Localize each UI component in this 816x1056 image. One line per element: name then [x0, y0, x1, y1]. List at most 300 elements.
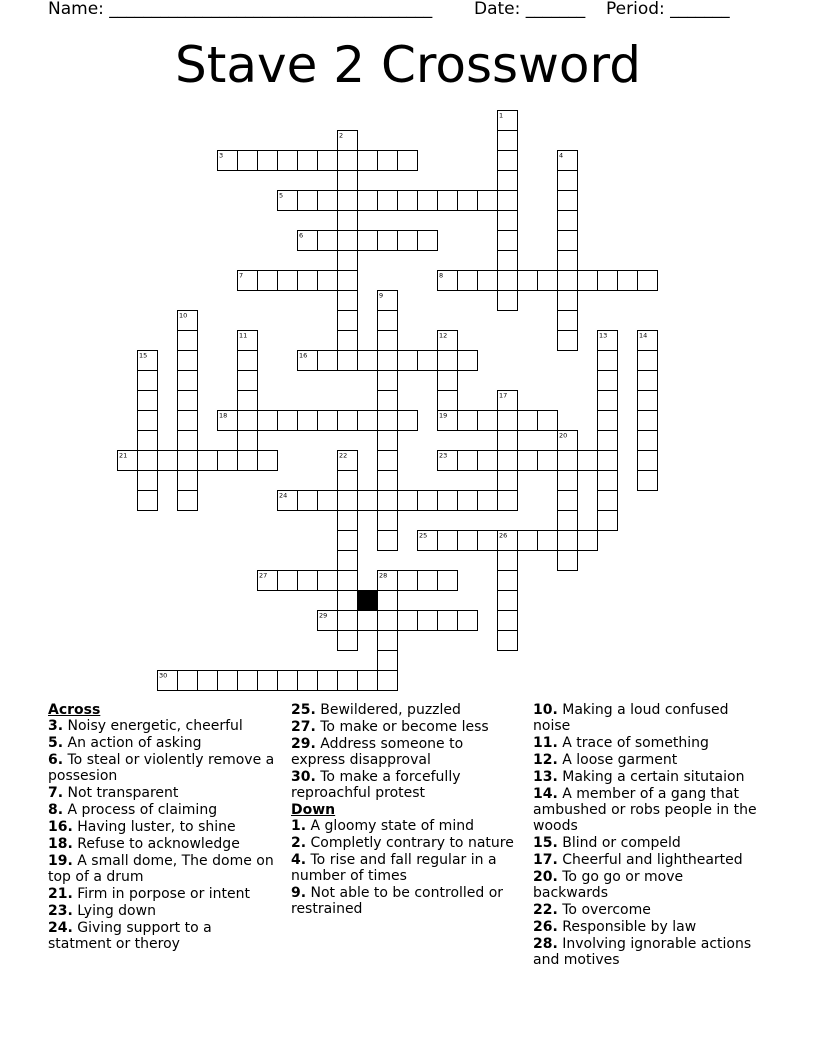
grid-cell[interactable] [398, 191, 418, 211]
grid-cell[interactable] [598, 371, 618, 391]
grid-cell[interactable] [438, 391, 458, 411]
grid-cell[interactable] [378, 311, 398, 331]
grid-cell[interactable] [338, 351, 358, 371]
grid-cell[interactable] [638, 371, 658, 391]
clue-text: Bewildered, puzzled [315, 702, 461, 718]
grid-cell[interactable] [238, 451, 258, 471]
grid-cell[interactable] [258, 411, 278, 431]
grid-cell[interactable] [378, 431, 398, 451]
period-field[interactable]: Period: _______ [606, 0, 730, 19]
clue-text: Address someone to express disapproval [291, 736, 464, 768]
clue-number: 10. [533, 702, 558, 718]
clue-number: 8. [48, 802, 64, 818]
clue-number: 19. [48, 853, 73, 869]
grid-cell[interactable] [378, 391, 398, 411]
grid-cell[interactable] [138, 431, 158, 451]
grid-cell[interactable] [598, 511, 618, 531]
grid-cell[interactable] [318, 411, 338, 431]
grid-cell[interactable] [318, 271, 338, 291]
cell-number: 11 [239, 331, 248, 340]
grid-cell[interactable] [358, 231, 378, 251]
grid-cell[interactable] [638, 451, 658, 471]
grid-cell[interactable] [378, 151, 398, 171]
black-cell [358, 591, 378, 611]
grid-cell[interactable] [178, 471, 198, 491]
cell-number: 15 [139, 351, 148, 360]
grid-cell[interactable] [558, 211, 578, 231]
clue-text: Not able to be controlled or restrained [291, 885, 504, 917]
clue-text: Completly contrary to nature [306, 835, 514, 851]
grid-cell[interactable] [338, 671, 358, 691]
grid-cell[interactable] [498, 271, 518, 291]
cell-number: 17 [499, 391, 508, 400]
grid-cell[interactable] [538, 531, 558, 551]
grid-cell[interactable] [278, 271, 298, 291]
clue-text: Noisy energetic, cheerful [63, 718, 243, 734]
cell-number: 20 [559, 431, 568, 440]
grid-cell[interactable] [458, 411, 478, 431]
grid-cell[interactable] [598, 351, 618, 371]
clue-text: Making a certain situtaion [557, 769, 745, 785]
clue-number: 12. [533, 752, 558, 768]
grid-cell[interactable] [338, 631, 358, 651]
clue-text: An action of asking [63, 735, 202, 751]
grid-cell[interactable] [398, 411, 418, 431]
clue-item [533, 752, 761, 768]
grid-cell[interactable] [278, 571, 298, 591]
grid-cell[interactable] [498, 291, 518, 311]
grid-cell[interactable] [298, 571, 318, 591]
clue-number: 27. [291, 719, 316, 735]
grid-cell[interactable] [338, 291, 358, 311]
grid-cell[interactable] [378, 671, 398, 691]
grid-cell[interactable] [238, 151, 258, 171]
clue-text: Cheerful and lighthearted [557, 852, 743, 868]
clue-item [48, 886, 276, 902]
grid-cell[interactable] [258, 451, 278, 471]
grid-cell[interactable] [218, 671, 238, 691]
grid-cell[interactable] [558, 171, 578, 191]
clue-item [48, 903, 276, 919]
clue-item [48, 819, 276, 835]
grid-cell[interactable] [558, 451, 578, 471]
grid-cell[interactable] [258, 671, 278, 691]
grid-cell[interactable] [298, 671, 318, 691]
grid-cell[interactable] [338, 471, 358, 491]
grid-cell[interactable] [578, 531, 598, 551]
grid-cell[interactable] [478, 531, 498, 551]
grid-cell[interactable] [538, 271, 558, 291]
grid-cell[interactable] [378, 531, 398, 551]
clue-item [291, 736, 519, 768]
clue-item [48, 836, 276, 852]
clue-item [533, 919, 761, 935]
grid-cell[interactable] [238, 391, 258, 411]
grid-cell[interactable] [498, 491, 518, 511]
cell-number: 23 [439, 451, 448, 460]
grid-cell[interactable] [418, 571, 438, 591]
cell-number: 22 [339, 451, 348, 460]
grid-cell[interactable] [238, 411, 258, 431]
clue-text: Giving support to a statment or theroy [48, 920, 212, 952]
grid-cell[interactable] [518, 411, 538, 431]
clue-item [291, 719, 519, 735]
grid-cell[interactable] [458, 191, 478, 211]
grid-cell[interactable] [378, 351, 398, 371]
grid-cell[interactable] [298, 191, 318, 211]
cell-number: 30 [159, 671, 168, 680]
date-field[interactable]: Date: _______ [474, 0, 586, 19]
grid-cell[interactable] [338, 271, 358, 291]
grid-cell[interactable] [298, 411, 318, 431]
clue-item [291, 835, 519, 851]
grid-cell[interactable] [238, 351, 258, 371]
grid-cell[interactable] [318, 491, 338, 511]
grid-cell[interactable] [338, 311, 358, 331]
clue-text: To overcome [557, 902, 651, 918]
clue-number: 28. [533, 936, 558, 952]
grid-cell[interactable] [298, 491, 318, 511]
grid-cell[interactable] [338, 151, 358, 171]
grid-cell[interactable] [378, 331, 398, 351]
clue-item [533, 786, 761, 834]
grid-cell[interactable] [338, 551, 358, 571]
clue-item [48, 735, 276, 751]
clue-text: Involving ignorable actions and motives [533, 936, 752, 968]
grid-cell[interactable] [138, 411, 158, 431]
clue-number: 23. [48, 903, 73, 919]
grid-cell[interactable] [378, 411, 398, 431]
grid-cell[interactable] [558, 491, 578, 511]
grid-cell[interactable] [278, 671, 298, 691]
cell-number: 12 [439, 331, 448, 340]
clue-number: 14. [533, 786, 558, 802]
clue-number: 22. [533, 902, 558, 918]
grid-cell[interactable] [418, 491, 438, 511]
grid-cell[interactable] [498, 631, 518, 651]
grid-cell[interactable] [498, 551, 518, 571]
clue-number: 15. [533, 835, 558, 851]
grid-cell[interactable] [478, 271, 498, 291]
grid-cell[interactable] [478, 411, 498, 431]
grid-cell[interactable] [598, 491, 618, 511]
grid-cell[interactable] [138, 451, 158, 471]
grid-cell[interactable] [638, 271, 658, 291]
grid-cell[interactable] [378, 511, 398, 531]
grid-cell[interactable] [338, 251, 358, 271]
clue-number: 1. [291, 818, 307, 834]
clue-number: 4. [291, 852, 307, 868]
grid-cell[interactable] [338, 571, 358, 591]
grid-cell[interactable] [578, 271, 598, 291]
grid-cell[interactable] [338, 191, 358, 211]
clue-item [533, 835, 761, 851]
grid-cell[interactable] [298, 151, 318, 171]
grid-cell[interactable] [498, 471, 518, 491]
grid-cell[interactable] [558, 531, 578, 551]
grid-cell[interactable] [278, 151, 298, 171]
grid-cell[interactable] [558, 471, 578, 491]
grid-cell[interactable] [358, 491, 378, 511]
grid-cell[interactable] [338, 231, 358, 251]
cell-number: 27 [259, 571, 268, 580]
grid-cell[interactable] [178, 671, 198, 691]
grid-cell[interactable] [598, 471, 618, 491]
grid-cell[interactable] [158, 451, 178, 471]
grid-cell[interactable] [638, 411, 658, 431]
grid-cell[interactable] [378, 191, 398, 211]
grid-cell[interactable] [358, 351, 378, 371]
clue-text: Firm in porpose or intent [72, 886, 251, 902]
cell-number: 29 [319, 611, 328, 620]
grid-cell[interactable] [258, 151, 278, 171]
clue-item [533, 702, 761, 734]
grid-cell[interactable] [138, 371, 158, 391]
grid-cell[interactable] [338, 171, 358, 191]
grid-cell[interactable] [378, 591, 398, 611]
grid-cell[interactable] [318, 671, 338, 691]
clue-number: 13. [533, 769, 558, 785]
grid-cell[interactable] [418, 191, 438, 211]
clue-number: 24. [48, 920, 73, 936]
grid-cell[interactable] [138, 491, 158, 511]
cell-number: 1 [499, 111, 504, 120]
clue-item [291, 769, 519, 801]
grid-cell[interactable] [558, 291, 578, 311]
grid-cell[interactable] [398, 611, 418, 631]
grid-cell[interactable] [638, 471, 658, 491]
clue-text: A trace of something [557, 735, 709, 751]
clue-item [533, 902, 761, 918]
grid-cell[interactable] [438, 491, 458, 511]
clue-item [48, 802, 276, 818]
grid-cell[interactable] [598, 391, 618, 411]
grid-cell[interactable] [178, 331, 198, 351]
cell-number: 14 [639, 331, 648, 340]
grid-cell[interactable] [478, 191, 498, 211]
grid-cell[interactable] [418, 611, 438, 631]
grid-cell[interactable] [338, 611, 358, 631]
grid-cell[interactable] [338, 531, 358, 551]
grid-cell[interactable] [538, 451, 558, 471]
grid-cell[interactable] [438, 371, 458, 391]
grid-cell[interactable] [238, 671, 258, 691]
clue-number: 11. [533, 735, 558, 751]
grid-cell[interactable] [438, 571, 458, 591]
cell-number: 13 [599, 331, 608, 340]
grid-cell[interactable] [518, 271, 538, 291]
clue-item [291, 818, 519, 834]
grid-cell[interactable] [278, 411, 298, 431]
grid-cell[interactable] [358, 151, 378, 171]
grid-cell[interactable] [418, 231, 438, 251]
grid-cell[interactable] [638, 391, 658, 411]
grid-cell[interactable] [498, 571, 518, 591]
grid-cell[interactable] [318, 191, 338, 211]
grid-cell[interactable] [558, 551, 578, 571]
grid-cell[interactable] [238, 371, 258, 391]
grid-cell[interactable] [338, 211, 358, 231]
grid-cell[interactable] [598, 411, 618, 431]
clue-text: To make or become less [315, 719, 489, 735]
grid-cell[interactable] [478, 451, 498, 471]
grid-cell[interactable] [318, 351, 338, 371]
grid-cell[interactable] [338, 511, 358, 531]
grid-cell[interactable] [598, 451, 618, 471]
grid-cell[interactable] [498, 431, 518, 451]
cell-number: 3 [219, 151, 224, 160]
clue-text: A member of a gang that ambushed or robs people in the woods [533, 786, 757, 834]
grid-cell[interactable] [558, 231, 578, 251]
grid-cell[interactable] [498, 151, 518, 171]
grid-cell[interactable] [458, 491, 478, 511]
grid-cell[interactable] [338, 491, 358, 511]
grid-cell[interactable] [318, 231, 338, 251]
grid-cell[interactable] [378, 491, 398, 511]
grid-cell[interactable] [178, 391, 198, 411]
grid-cell[interactable] [498, 171, 518, 191]
clue-number: 26. [533, 919, 558, 935]
grid-cell[interactable] [638, 431, 658, 451]
across-heading: Across [48, 702, 101, 718]
grid-cell[interactable] [458, 451, 478, 471]
grid-cell[interactable] [378, 611, 398, 631]
grid-cell[interactable] [198, 671, 218, 691]
grid-cell[interactable] [398, 491, 418, 511]
grid-cell[interactable] [598, 271, 618, 291]
grid-cell[interactable] [498, 411, 518, 431]
grid-cell[interactable] [378, 371, 398, 391]
grid-cell[interactable] [498, 611, 518, 631]
name-field[interactable]: Name: ______________________________________ [48, 0, 433, 19]
grid-cell[interactable] [598, 431, 618, 451]
grid-cell[interactable] [498, 591, 518, 611]
grid-cell[interactable] [638, 351, 658, 371]
grid-cell[interactable] [358, 611, 378, 631]
grid-cell[interactable] [458, 611, 478, 631]
grid-cell[interactable] [438, 351, 458, 371]
grid-cell[interactable] [178, 411, 198, 431]
grid-cell[interactable] [558, 331, 578, 351]
grid-cell[interactable] [198, 451, 218, 471]
grid-cell[interactable] [298, 271, 318, 291]
grid-cell[interactable] [358, 191, 378, 211]
clue-number: 18. [48, 836, 73, 852]
grid-cell[interactable] [578, 451, 598, 471]
grid-cell[interactable] [458, 351, 478, 371]
grid-cell[interactable] [498, 211, 518, 231]
grid-cell[interactable] [498, 231, 518, 251]
cell-number: 9 [379, 291, 384, 300]
grid-cell[interactable] [538, 411, 558, 431]
grid-cell[interactable] [498, 451, 518, 471]
grid-cell[interactable] [518, 451, 538, 471]
grid-cell[interactable] [498, 251, 518, 271]
grid-cell[interactable] [458, 531, 478, 551]
clue-number: 30. [291, 769, 316, 785]
grid-cell[interactable] [238, 431, 258, 451]
grid-cell[interactable] [438, 611, 458, 631]
clue-text: A gloomy state of mind [306, 818, 474, 834]
grid-cell[interactable] [218, 451, 238, 471]
grid-cell[interactable] [398, 231, 418, 251]
grid-cell[interactable] [558, 511, 578, 531]
grid-cell[interactable] [558, 271, 578, 291]
grid-cell[interactable] [178, 431, 198, 451]
grid-cell[interactable] [378, 231, 398, 251]
cell-number: 19 [439, 411, 448, 420]
grid-cell[interactable] [618, 271, 638, 291]
grid-cell[interactable] [178, 491, 198, 511]
clue-text: Making a loud confused noise [533, 702, 729, 734]
grid-cell[interactable] [378, 651, 398, 671]
grid-cell[interactable] [498, 131, 518, 151]
clue-number: 6. [48, 752, 64, 768]
clue-number: 16. [48, 819, 73, 835]
cell-number: 5 [279, 191, 284, 200]
clue-number: 29. [291, 736, 316, 752]
grid-cell[interactable] [138, 471, 158, 491]
cell-number: 21 [119, 451, 128, 460]
clue-text: Not transparent [63, 785, 179, 801]
clue-text: Responsible by law [557, 919, 697, 935]
grid-cell[interactable] [438, 191, 458, 211]
cell-number: 2 [339, 131, 344, 140]
grid-cell[interactable] [398, 351, 418, 371]
cell-number: 10 [179, 311, 188, 320]
grid-cell[interactable] [418, 351, 438, 371]
clue-text: To steal or violently remove a possesion [48, 752, 275, 784]
clue-item [533, 936, 761, 968]
grid-cell[interactable] [398, 151, 418, 171]
grid-cell[interactable] [558, 311, 578, 331]
clue-item [48, 920, 276, 952]
clue-text: A loose garment [557, 752, 678, 768]
grid-cell[interactable] [318, 571, 338, 591]
grid-cell[interactable] [558, 191, 578, 211]
grid-cell[interactable] [378, 471, 398, 491]
grid-cell[interactable] [498, 191, 518, 211]
grid-cell[interactable] [378, 451, 398, 471]
grid-cell[interactable] [398, 571, 418, 591]
clue-text: Blind or compeld [557, 835, 681, 851]
grid-cell[interactable] [178, 371, 198, 391]
grid-cell[interactable] [518, 531, 538, 551]
grid-cell[interactable] [138, 391, 158, 411]
grid-cell[interactable] [338, 591, 358, 611]
cell-number: 16 [299, 351, 308, 360]
grid-cell[interactable] [558, 251, 578, 271]
grid-cell[interactable] [318, 151, 338, 171]
grid-cell[interactable] [438, 531, 458, 551]
grid-cell[interactable] [458, 271, 478, 291]
cell-number: 18 [219, 411, 228, 420]
clue-number: 9. [291, 885, 307, 901]
grid-cell[interactable] [258, 271, 278, 291]
grid-cell[interactable] [358, 411, 378, 431]
clue-item [48, 718, 276, 734]
grid-cell[interactable] [338, 331, 358, 351]
grid-cell[interactable] [478, 491, 498, 511]
grid-cell[interactable] [178, 451, 198, 471]
clue-item [291, 852, 519, 884]
grid-cell[interactable] [358, 671, 378, 691]
clue-number: 20. [533, 869, 558, 885]
grid-cell[interactable] [178, 351, 198, 371]
grid-cell[interactable] [378, 631, 398, 651]
grid-cell[interactable] [338, 411, 358, 431]
clue-number: 17. [533, 852, 558, 868]
